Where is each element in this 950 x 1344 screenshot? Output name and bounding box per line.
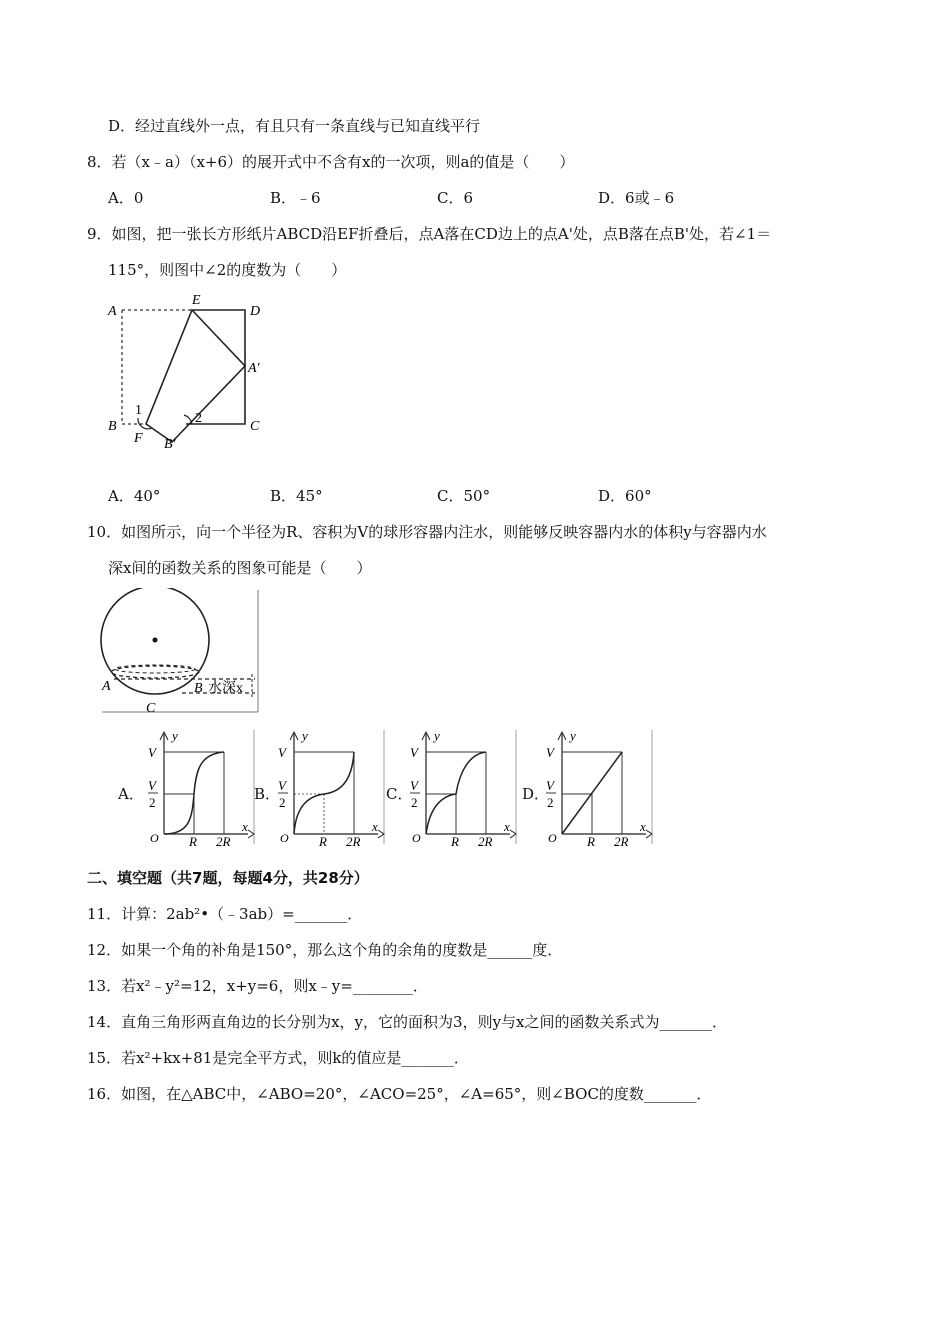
water-depth-label: 水深x <box>208 681 243 696</box>
graph-b-y-label: y <box>302 728 308 743</box>
label-A-prime: A′ <box>248 361 260 376</box>
q16: 16．如图，在△ABC中，∠ABO=20°，∠ACO=25°，∠A=65°，则∠BOC的度数_______． <box>87 1085 712 1103</box>
q10-option-d-letter: D． <box>522 785 550 803</box>
q7-option-d: D．经过直线外一点，有且只有一条直线与已知直线平行 <box>108 117 481 135</box>
graph-b-half-v-den: 2 <box>279 795 286 810</box>
graph-a-x-label: x <box>242 819 248 834</box>
q10-option-b-letter: B． <box>254 785 281 803</box>
q9-option-d: D．60° <box>598 487 652 505</box>
section-2-heading: 二、填空题（共7题，每题4分，共28分） <box>87 869 369 887</box>
q8-stem: 8．若（x﹣a）（x+6）的展开式中不含有x的一次项，则a的值是（ ） <box>87 153 575 171</box>
label-E: E <box>192 293 201 308</box>
q13: 13．若x²﹣y²=12，x+y=6，则x﹣y=________． <box>87 977 428 995</box>
q10-graph-d <box>538 728 656 846</box>
q12: 12．如果一个角的补角是150°，那么这个角的余角的度数是______度． <box>87 941 563 959</box>
q8-option-b: B．﹣6 <box>270 189 321 207</box>
graph-d-half-v-num: V <box>546 778 554 793</box>
q8-option-c: C．6 <box>437 189 474 207</box>
q14: 14．直角三角形两直角边的长分别为x，y，它的面积为3，则y与x之间的函数关系式为_______． <box>87 1013 728 1031</box>
label-B-prime: B′ <box>164 437 176 452</box>
label-D: D <box>250 304 261 319</box>
q10-graph-c <box>402 728 520 846</box>
graph-d-v-label: V <box>546 745 554 760</box>
graph-c-v-label: V <box>410 745 418 760</box>
graph-b-x-label: x <box>372 819 378 834</box>
angle-1-label: 1 <box>135 403 142 418</box>
graph-b-r-tick: R <box>319 834 327 846</box>
graph-c-x-label: x <box>504 819 510 834</box>
graph-c-2r-tick: 2R <box>478 834 493 846</box>
q10-graph-a <box>140 728 258 846</box>
graph-a-r-tick: R <box>189 834 197 846</box>
angle-2-label: 2 <box>195 411 202 426</box>
q9-option-c: C．50° <box>437 487 491 505</box>
sphere-label-A: A <box>102 679 111 694</box>
q9-option-b: B．45° <box>270 487 323 505</box>
q10-stem-line2: 深x间的函数关系的图象可能是（ ） <box>108 559 372 577</box>
graph-c-half-v-den: 2 <box>411 795 418 810</box>
q11: 11．计算：2ab²•（﹣3ab）=_______． <box>87 905 363 923</box>
graph-d-origin: O <box>548 831 557 845</box>
q10-option-a-letter: A． <box>118 785 144 803</box>
sphere-label-B: B <box>194 681 203 696</box>
q10-sphere-figure <box>100 588 262 716</box>
graph-d-x-label: x <box>640 819 646 834</box>
graph-c-r-tick: R <box>451 834 459 846</box>
label-A: A <box>108 304 117 319</box>
graph-c-origin: O <box>412 831 421 845</box>
sphere-label-C: C <box>146 701 156 716</box>
graph-b-half-v-num: V <box>278 778 286 793</box>
label-B: B <box>108 419 117 434</box>
graph-b-v-label: V <box>278 745 286 760</box>
q9-option-a: A．40° <box>108 487 161 505</box>
graph-a-y-label: y <box>172 728 178 743</box>
graph-b-2r-tick: 2R <box>346 834 361 846</box>
graph-d-2r-tick: 2R <box>614 834 629 846</box>
graph-d-r-tick: R <box>587 834 595 846</box>
label-C: C <box>250 419 260 434</box>
q9-rectangle-fold-figure <box>100 288 280 458</box>
graph-a-2r-tick: 2R <box>216 834 231 846</box>
graph-c-y-label: y <box>434 728 440 743</box>
graph-a-v-label: V <box>148 745 156 760</box>
graph-a-half-v-num: V <box>148 778 156 793</box>
q10-graph-b <box>270 728 388 846</box>
q10-stem-line1: 10．如图所示，向一个半径为R、容积为V的球形容器内注水，则能够反映容器内水的体积y与容器内水 <box>87 523 767 541</box>
graph-c-half-v-num: V <box>410 778 418 793</box>
graph-b-origin: O <box>280 831 289 845</box>
graph-d-half-v-den: 2 <box>547 795 554 810</box>
graph-d-y-label: y <box>570 728 576 743</box>
q15: 15．若x²+kx+81是完全平方式，则k的值应是_______． <box>87 1049 469 1067</box>
graph-a-origin: O <box>150 831 159 845</box>
q8-option-d: D．6或﹣6 <box>598 189 675 207</box>
graph-a-half-v-den: 2 <box>149 795 156 810</box>
q9-stem-line2: 115°，则图中∠2的度数为（ ） <box>108 261 347 279</box>
q8-option-a: A．0 <box>108 189 144 207</box>
q9-stem-line1: 9．如图，把一张长方形纸片ABCD沿EF折叠后，点A落在CD边上的点A'处，点B落在点B'处，若∠1＝ <box>87 225 772 243</box>
q10-option-c-letter: C． <box>386 785 413 803</box>
sphere-center-dot <box>153 638 158 643</box>
label-F: F <box>134 431 143 446</box>
